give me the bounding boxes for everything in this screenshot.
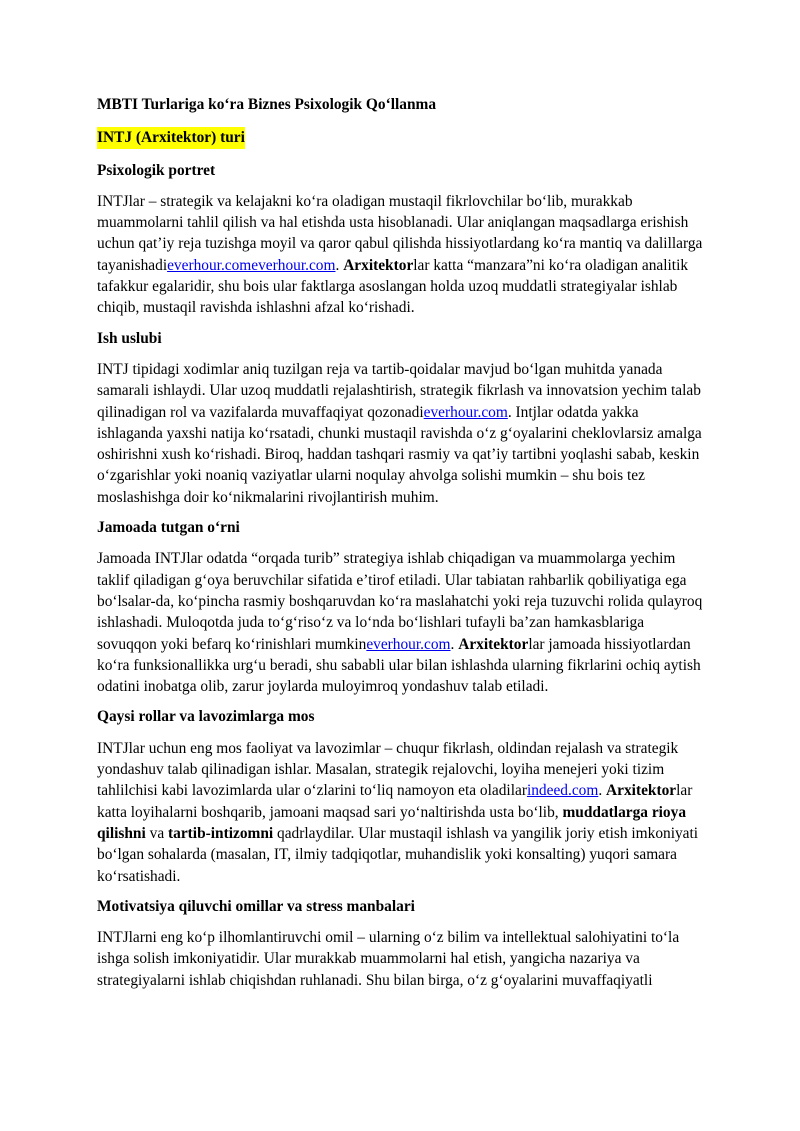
- paragraph-text: INTJ tipidagi xodimlar aniq tuzilgan reja va tartib-qoidalar mavjud bo‘lgan muhitda yanada samarali ishlaydi. Ular uzoq muddatli rejalashtirish, strategik fikrlash va innovatsion yechim talab qilinadigan rol va vazifalarda muvaffaqiyat qozonadi: [97, 360, 701, 421]
- source-link[interactable]: everhour.com: [366, 635, 451, 653]
- section-heading-portrait: Psixologik portret: [97, 161, 216, 179]
- paragraph-text: INTJlarni eng ko‘p ilhomlantiruvchi omil – ularning o‘z bilim va intellektual salohiyatini to‘la ishga solish imkoniyatidir. Ular murakkab muammolarni hal etish, yangicha nazariya va strategiyalarni ishlab chiqishdan ruhlanadi. Shu bilan birga, o‘z g‘oyalarini muvaffaqiyatli: [97, 929, 680, 989]
- paragraph-text: .: [598, 782, 607, 800]
- paragraph-text: va: [145, 824, 169, 842]
- source-link[interactable]: everhour.comeverhour.com: [167, 256, 336, 274]
- bold-term: tartib-intizomni: [168, 824, 274, 842]
- paragraph-text: lar katta “manzara”ni ko‘ra oladigan analitik tafakkur egalaridir, shu bois ular faktlarga asoslangan holda uzoq muddatli strategiyalar ishlab chiqib, mustaqil ravishda ishlashni afzal ko‘rishadi.: [97, 256, 689, 317]
- paragraph-text: qadrlaydilar. Ular mustaqil ishlash va yangilik joriy etish imkoniyati bo‘lgan sohalarda (masalan, IT, ilmiy tadqiqotlar, muhandislik yoki konsalting) yuqori samara ko‘rsatishadi.: [97, 824, 699, 885]
- section-paragraph-motivation: [97, 927, 704, 991]
- paragraph-text: INTJlar – strategik va kelajakni ko‘ra oladigan mustaqil fikrlovchilar bo‘lib, murakkab muammolarni tahlil qilish va hal etishda usta hisoblanadi. Ular aniqlangan maqsadlarga erishish uchun qat’iy reja tuzishga moyil va qaror qabul qilishda hissiyotlardang ko‘ra mantiq va dalillarga tayanishadi: [97, 192, 703, 274]
- source-link[interactable]: everhour.com: [423, 403, 508, 421]
- bold-term: Arxitektor: [458, 635, 529, 653]
- bold-term: muddatlarga rioya qilishni: [97, 803, 687, 842]
- paragraph-text: . Intjlar odatda yakka ishlaganda yaxshi natija ko‘rsatadi, chunki mustaqil ravishda o‘z g‘oyalarini cheklovlarsiz amalga oshirishni xush ko‘rishadi. Biroq, haddan tashqari rasmiy va qat’iy tartibni yoqlashi sabab, keskin o‘zgarishlar yoki noaniq vaziyatlar ularni noqulay ahvolga solishi mumkin – shu bois tez moslashishga doir ko‘nikmalarini rivojlantirish muhim.: [97, 403, 702, 506]
- section-heading-roles: Qaysi rollar va lavozimlarga mos: [97, 708, 315, 726]
- section-paragraph-portrait: [97, 191, 704, 319]
- paragraph-text: INTJlar uchun eng mos faoliyat va lavozimlar – chuqur fikrlash, oldindan rejalash va strategik yondashuv talab qilinadigan ishlar. Masalan, strategik rejalovchi, loyiha menejeri yoki tizim tahlilchisi kabi lavozimlarda ular o‘zlarini to‘liq namoyon eta oladilar: [97, 739, 679, 800]
- section-paragraph-roles: [97, 738, 704, 887]
- section-heading-team-role: Jamoada tutgan o‘rni: [97, 519, 240, 537]
- paragraph-text: lar katta loyihalarni boshqarib, jamoani maqsad sari yo‘naltirishda usta bo‘lib,: [97, 782, 693, 821]
- section-heading-motivation: Motivatsiya qiluvchi omillar va stress manbalari: [97, 897, 415, 915]
- paragraph-text: Jamoada INTJlar odatda “orqada turib” strategiya ishlab chiqadigan va muammolarga yechim taklif qiladigan g‘oya beruvchilar sifatida e’tirof etiladi. Ular tabiatan rahbarlik qobiliyatiga ega bo‘lsalar-da, ko‘pincha rasmiy boshqaruvdan ko‘ra maslahatchi yoki reja tuzuvchi rolida qulayroq ishlashadi. Muloqotda juda to‘g‘riso‘z va lo‘nda bo‘lishlari tufayli ba’zan hamkasblariga sovuqqon yoki befarq ko‘rinishlari mumkin: [97, 550, 703, 653]
- source-link[interactable]: indeed.com: [526, 782, 599, 800]
- paragraph-text: .: [450, 635, 459, 653]
- bold-term: Arxitektor: [343, 256, 414, 274]
- paragraph-text: .: [335, 256, 344, 274]
- document-title: MBTI Turlariga ko‘ra Biznes Psixologik Qo‘llanma: [97, 96, 437, 113]
- paragraph-text: lar jamoada hissiyotlardan ko‘ra funksionallikka urg‘u beradi, shu sababli ular bilan ishlashda ularning fikrlarini ochiq aytish odatini inobatga olib, zarur joylarda muloyimroq yondashuv talab etiladi.: [97, 635, 701, 696]
- section-paragraph-work-style: [97, 359, 704, 508]
- section-heading-work-style: Ish uslubi: [97, 329, 162, 347]
- section-paragraph-team-role: [97, 548, 704, 697]
- type-heading: INTJ (Arxitektor) turi: [97, 127, 245, 148]
- bold-term: Arxitektor: [606, 782, 677, 800]
